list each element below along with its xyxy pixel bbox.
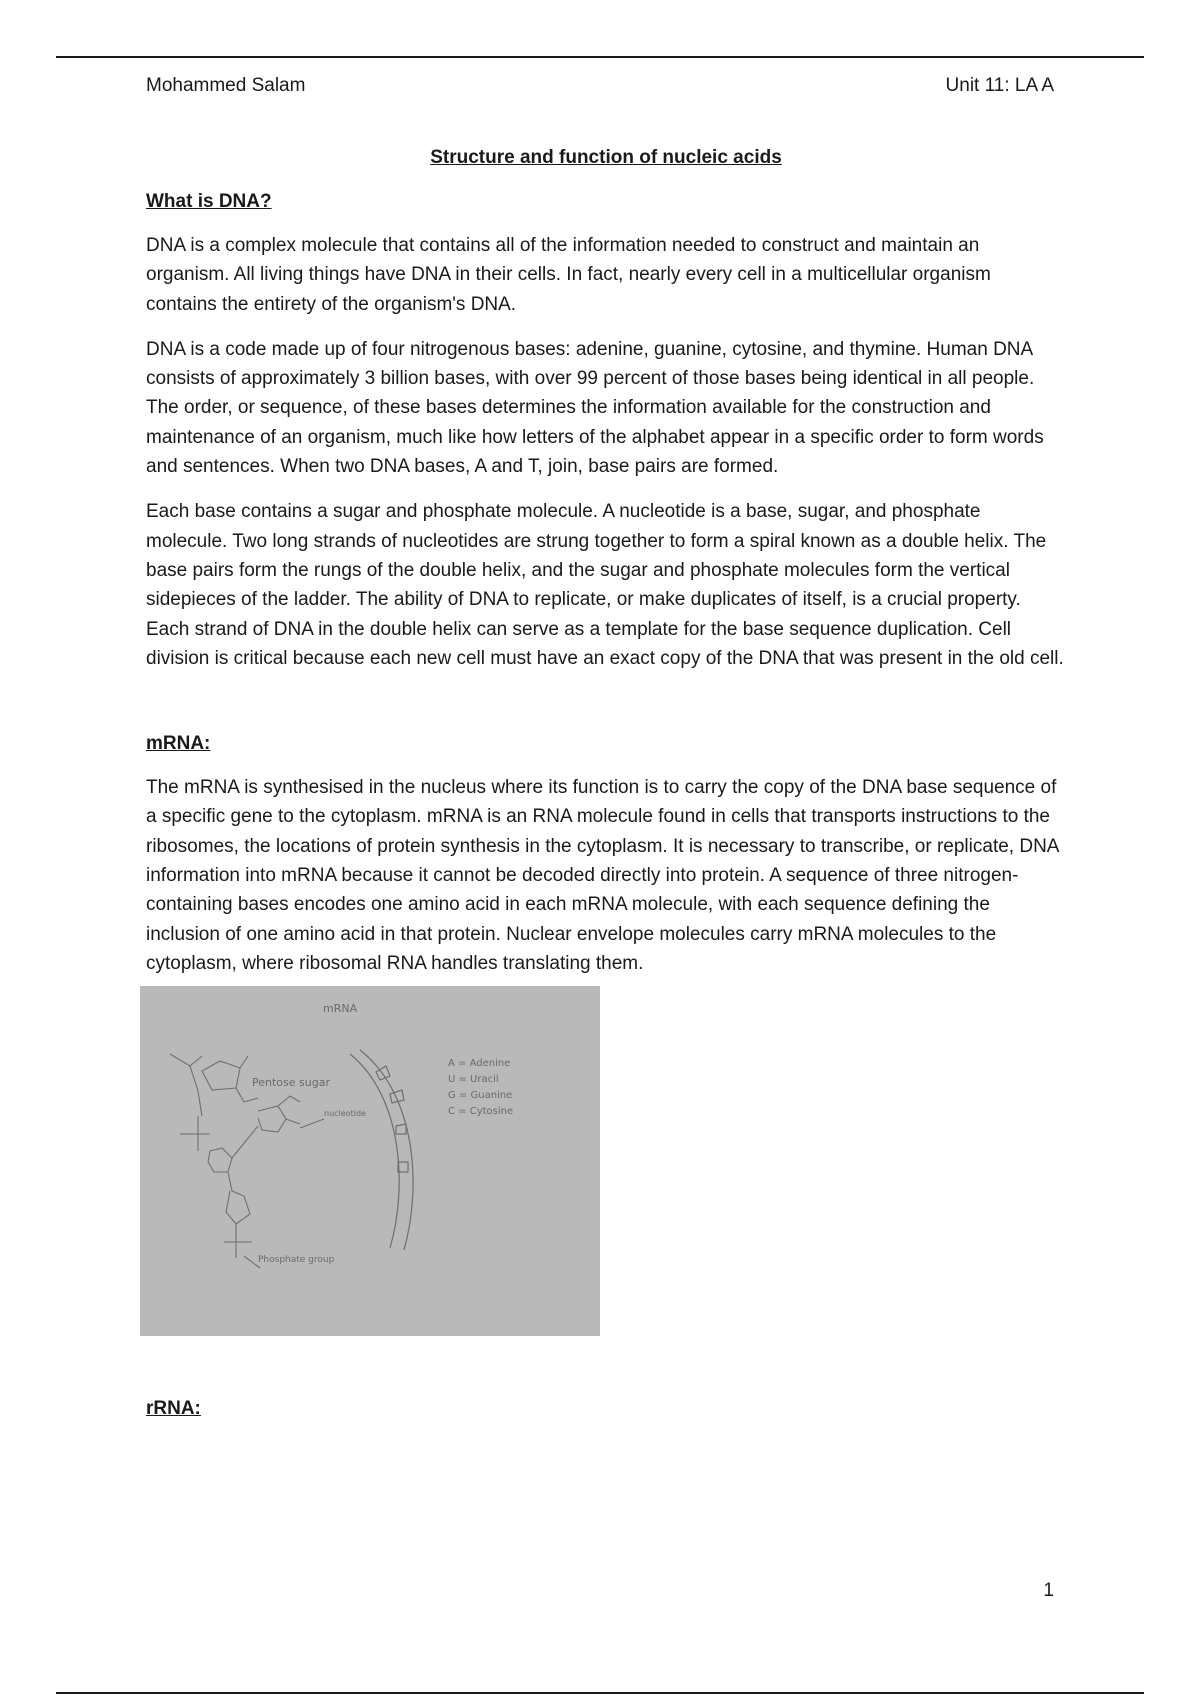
sketch-title: mRNA — [323, 1002, 358, 1016]
footer-rule — [56, 1692, 1144, 1694]
document-title: Structure and function of nucleic acids — [430, 147, 782, 168]
dna-heading: What is DNA? — [146, 191, 272, 212]
mrna-paragraph-1: The mRNA is synthesised in the nucleus where its function is to carry the copy of the DNA base sequence of a specific gene to the cytoplasm. mRNA is an RNA molecule found in cells that transports instructions to the ribosomes, the locations of protein synthesis in the cytoplasm. It is necessary to transcribe, or replicate, DNA information into mRNA because it cannot be decoded directly into protein. A sequence of three nitrogen-containing bases encodes one amino acid in each mRNA molecule, with each sequence defining the inclusion of one amino acid in that protein. Nuclear envelope molecules carry mRNA molecules to the cytoplasm, where ribosomal RNA handles translating them. — [146, 777, 1059, 974]
rrna-heading: rRNA: — [146, 1398, 201, 1420]
dna-paragraph-2: DNA is a code made up of four nitrogenous bases: adenine, guanine, cytosine, and thymine. Human DNA consists of approximately 3 billion bases, with over 99 percent of those bases being identical in all people. The order, or sequence, of these bases determines the information available for the construction and maintenance of an organism, much like how letters of the alphabet appear in a specific order to form words and sentences. When two DNA bases, A and T, join, base pairs are formed. — [146, 338, 1044, 478]
mrna-sketch-drawing — [140, 986, 600, 1336]
phosphate-group-label: Phosphate group — [258, 1255, 335, 1266]
key-uracil: U = Uracil — [448, 1074, 499, 1086]
key-guanine: G = Guanine — [448, 1090, 513, 1102]
dna-paragraph-1: DNA is a complex molecule that contains all of the information needed to construct and maintain an organism. All living things have DNA in their cells. In fact, nearly every cell in a multicellular organism contains the entirety of the organism's DNA. — [146, 235, 991, 315]
dna-paragraph-3: Each base contains a sugar and phosphate molecule. A nucleotide is a base, sugar, and phosphate molecule. Two long strands of nucleotides are strung together to form a spiral known as a double helix. The base pairs form the rungs of the double helix, and the sugar and phosphate molecules form the vertical sidepieces of the ladder. The ability of DNA to replicate, or make duplicates of itself, is a crucial property. Each strand of DNA in the double helix can serve as a template for the base sequence duplication. Cell division is critical because each new cell must have an exact copy of the DNA that was present in the old cell. — [146, 501, 1064, 669]
mrna-strand-sketch — [350, 1050, 413, 1250]
pentose-sugar-label: Pentose sugar — [252, 1076, 330, 1090]
header-rule — [56, 56, 1144, 58]
key-adenine: A = Adenine — [448, 1058, 511, 1070]
document-body — [146, 145, 1066, 1438]
mrna-heading: mRNA: — [146, 733, 211, 755]
key-cytosine: C = Cytosine — [448, 1106, 514, 1118]
mrna-sketch-image — [140, 986, 600, 1336]
page-number: 1 — [1043, 1580, 1054, 1601]
author-name: Mohammed Salam — [146, 75, 306, 96]
nucleotide-label: nucleotide — [324, 1109, 366, 1119]
unit-label: Unit 11: LA A — [945, 75, 1054, 96]
